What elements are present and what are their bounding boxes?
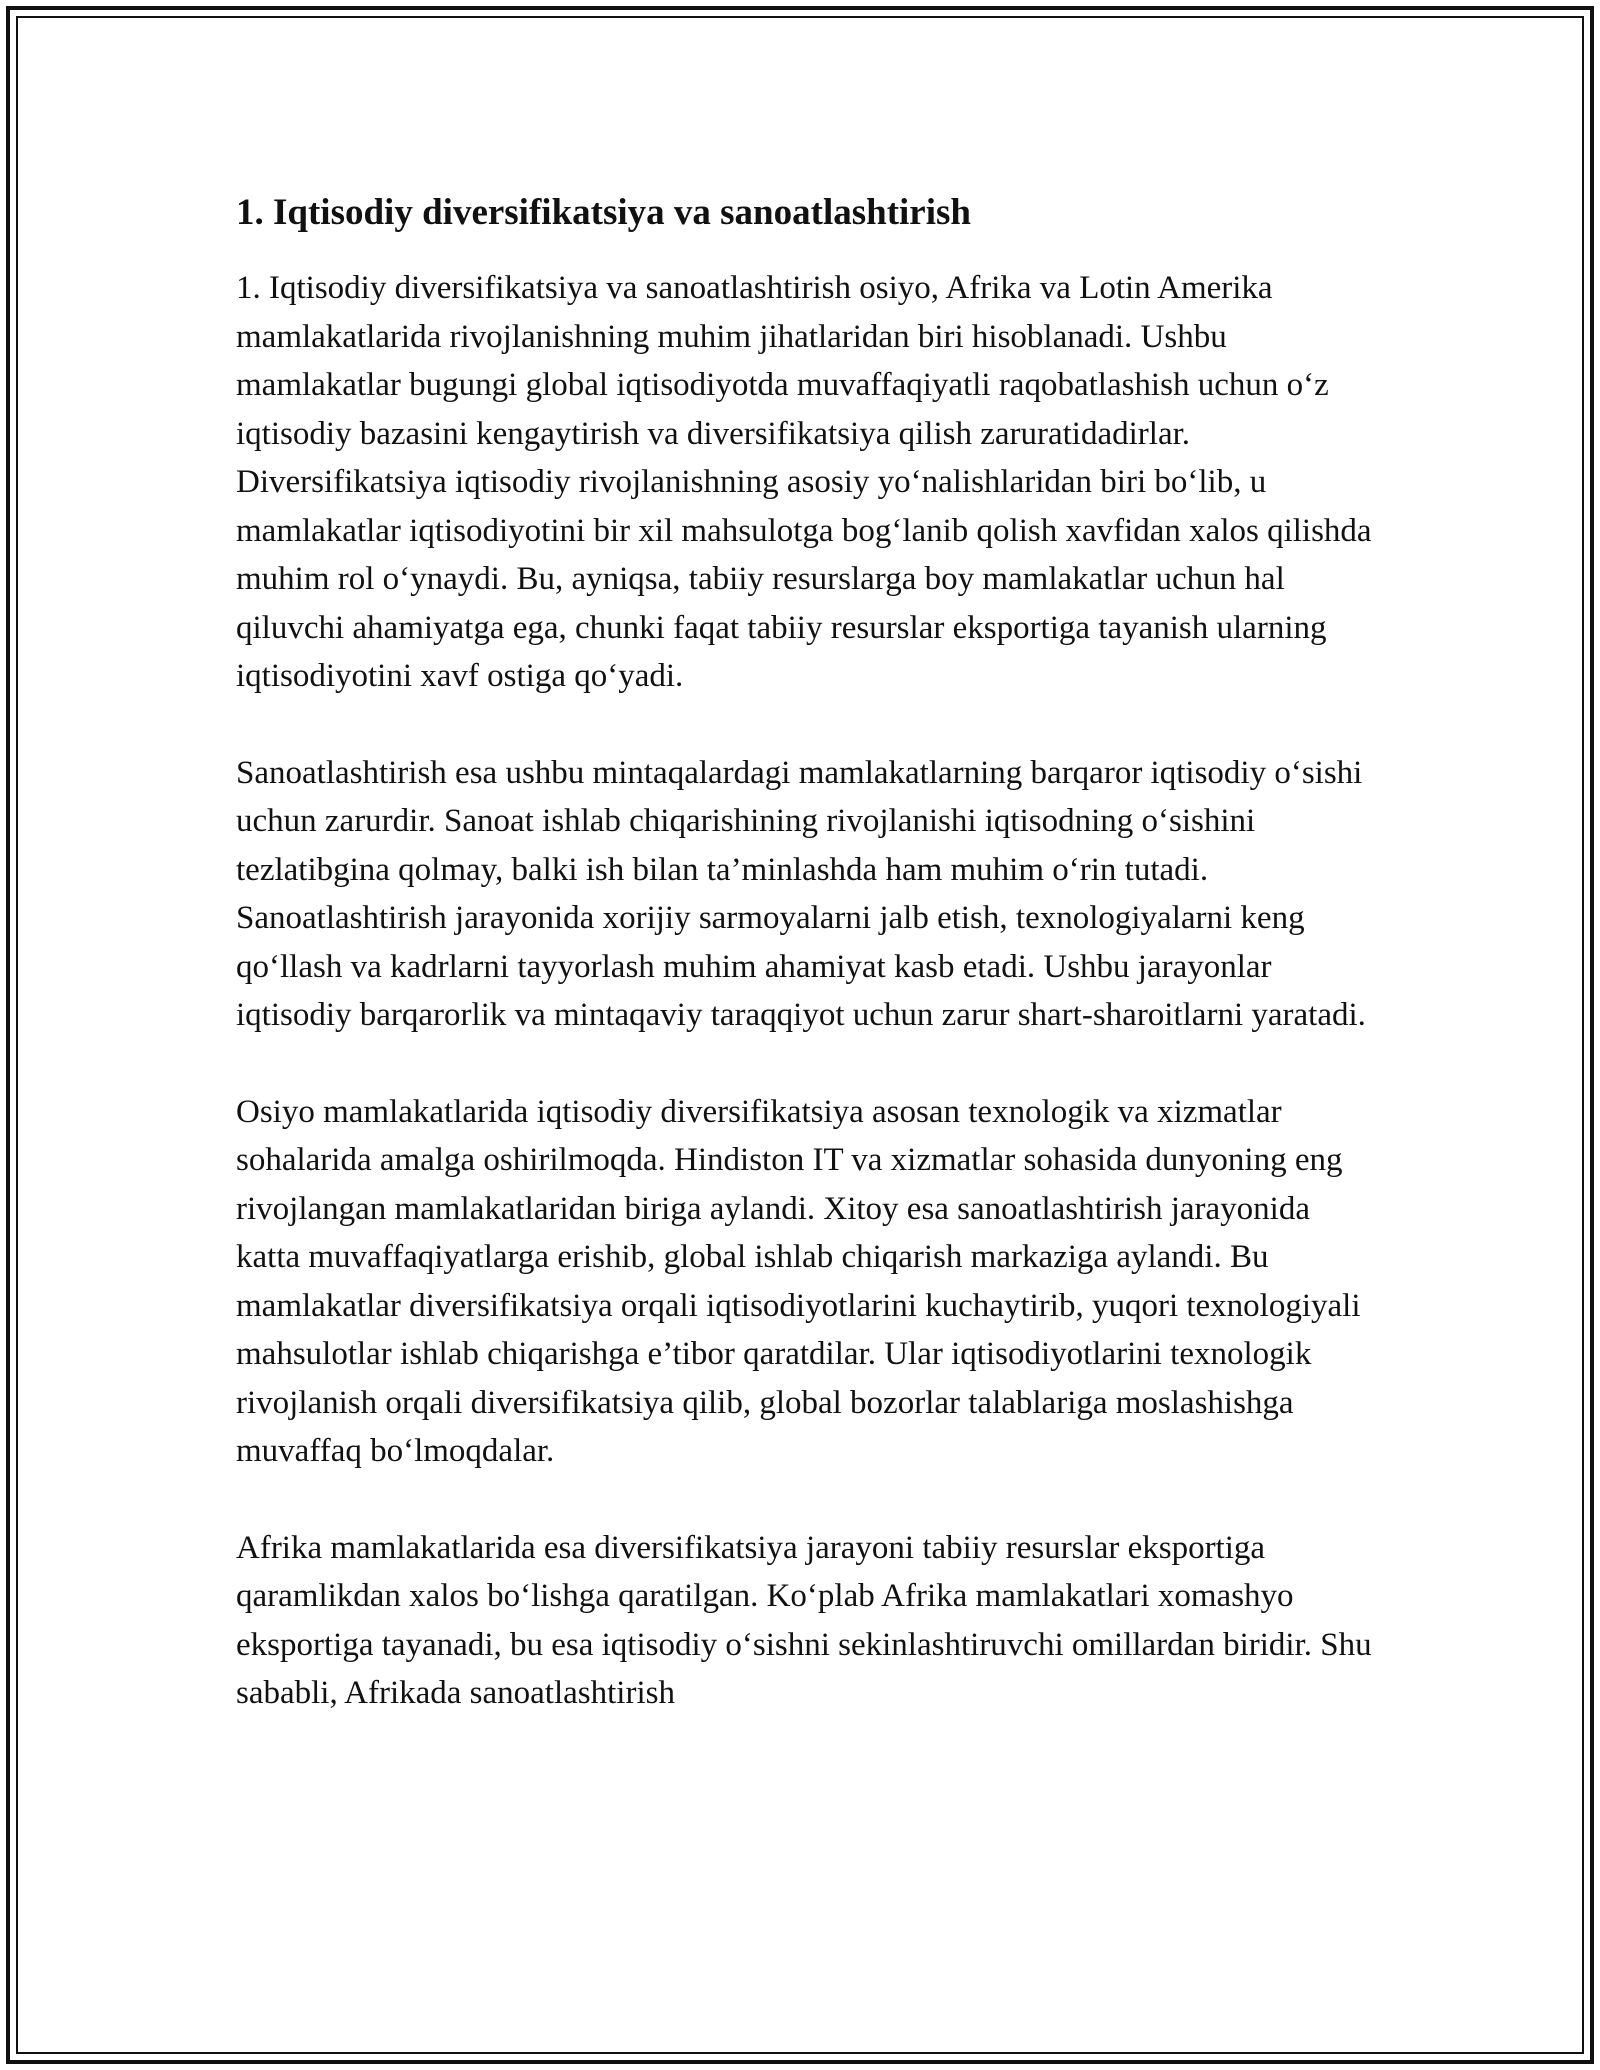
document-body <box>236 188 1376 1718</box>
section-heading: 1. Iqtisodiy diversifikatsiya va sanoatlashtirish <box>236 192 971 233</box>
paragraph-4: Afrika mamlakatlarida esa diversifikatsiya jarayoni tabiiy resurslar eksportiga qaramlikdan xalos bo‘lishga qaratilgan. Ko‘plab Afrika mamlakatlari xomashyo eksportiga tayanadi, bu esa iqtisodiy o‘sishni sekinlashtiruvchi omillardan biridir. Shu sababli, Afrikada sanoatlashtirish <box>236 1529 1372 1711</box>
paragraph-1: 1. Iqtisodiy diversifikatsiya va sanoatlashtirish osiyo, Afrika va Lotin Amerika mamlakatlarida rivojlanishning muhim jihatlaridan biri hisoblanadi. Ushbu mamlakatlar bugungi global iqtisodiyotda muvaffaqiyatli raqobatlashish uchun o‘z iqtisodiy bazasini kengaytirish va diversifikatsiya qilish zaruratidadirlar. Diversifikatsiya iqtisodiy rivojlanishning asosiy yo‘nalishlaridan biri bo‘lib, u mamlakatlar iqtisodiyotini bir xil mahsulotga bog‘lanib qolish xavfidan xalos qilishda muhim rol o‘ynaydi. Bu, ayniqsa, tabiiy resurslarga boy mamlakatlar uchun hal qiluvchi ahamiyatga ega, chunki faqat tabiiy resurslar eksportiga tayanish ularning iqtisodiyotini xavf ostiga qo‘yadi. <box>236 270 1372 694</box>
paragraph-2: Sanoatlashtirish esa ushbu mintaqalardagi mamlakatlarning barqaror iqtisodiy o‘sishi uchun zarurdir. Sanoat ishlab chiqarishining rivojlanishi iqtisodning o‘sishini tezlatibgina qolmay, balki ish bilan ta’minlashda ham muhim o‘rin tutadi. Sanoatlashtirish jarayonida xorijiy sarmoyalarni jalb etish, texnologiyalarni keng qo‘llash va kadrlarni tayyorlash muhim ahamiyat kasb etadi. Ushbu jarayonlar iqtisodiy barqarorlik va mintaqaviy taraqqiyot uchun zarur shart-sharoitlarni yaratadi. <box>236 754 1366 1033</box>
paragraph-3: Osiyo mamlakatlarida iqtisodiy diversifikatsiya asosan texnologik va xizmatlar sohalarida amalga oshirilmoqda. Hindiston IT va xizmatlar sohasida dunyoning eng rivojlangan mamlakatlaridan biriga aylandi. Xitoy esa sanoatlashtirish jarayonida katta muvaffaqiyatlarga erishib, global ishlab chiqarish markaziga aylandi. Bu mamlakatlar diversifikatsiya orqali iqtisodiyotlarini kuchaytirib, yuqori texnologiyali mahsulotlar ishlab chiqarishga e’tibor qaratdilar. Ular iqtisodiyotlarini texnologik rivojlanish orqali diversifikatsiya qilib, global bozorlar talablariga moslashishga muvaffaq bo‘lmoqdalar. <box>236 1093 1361 1469</box>
